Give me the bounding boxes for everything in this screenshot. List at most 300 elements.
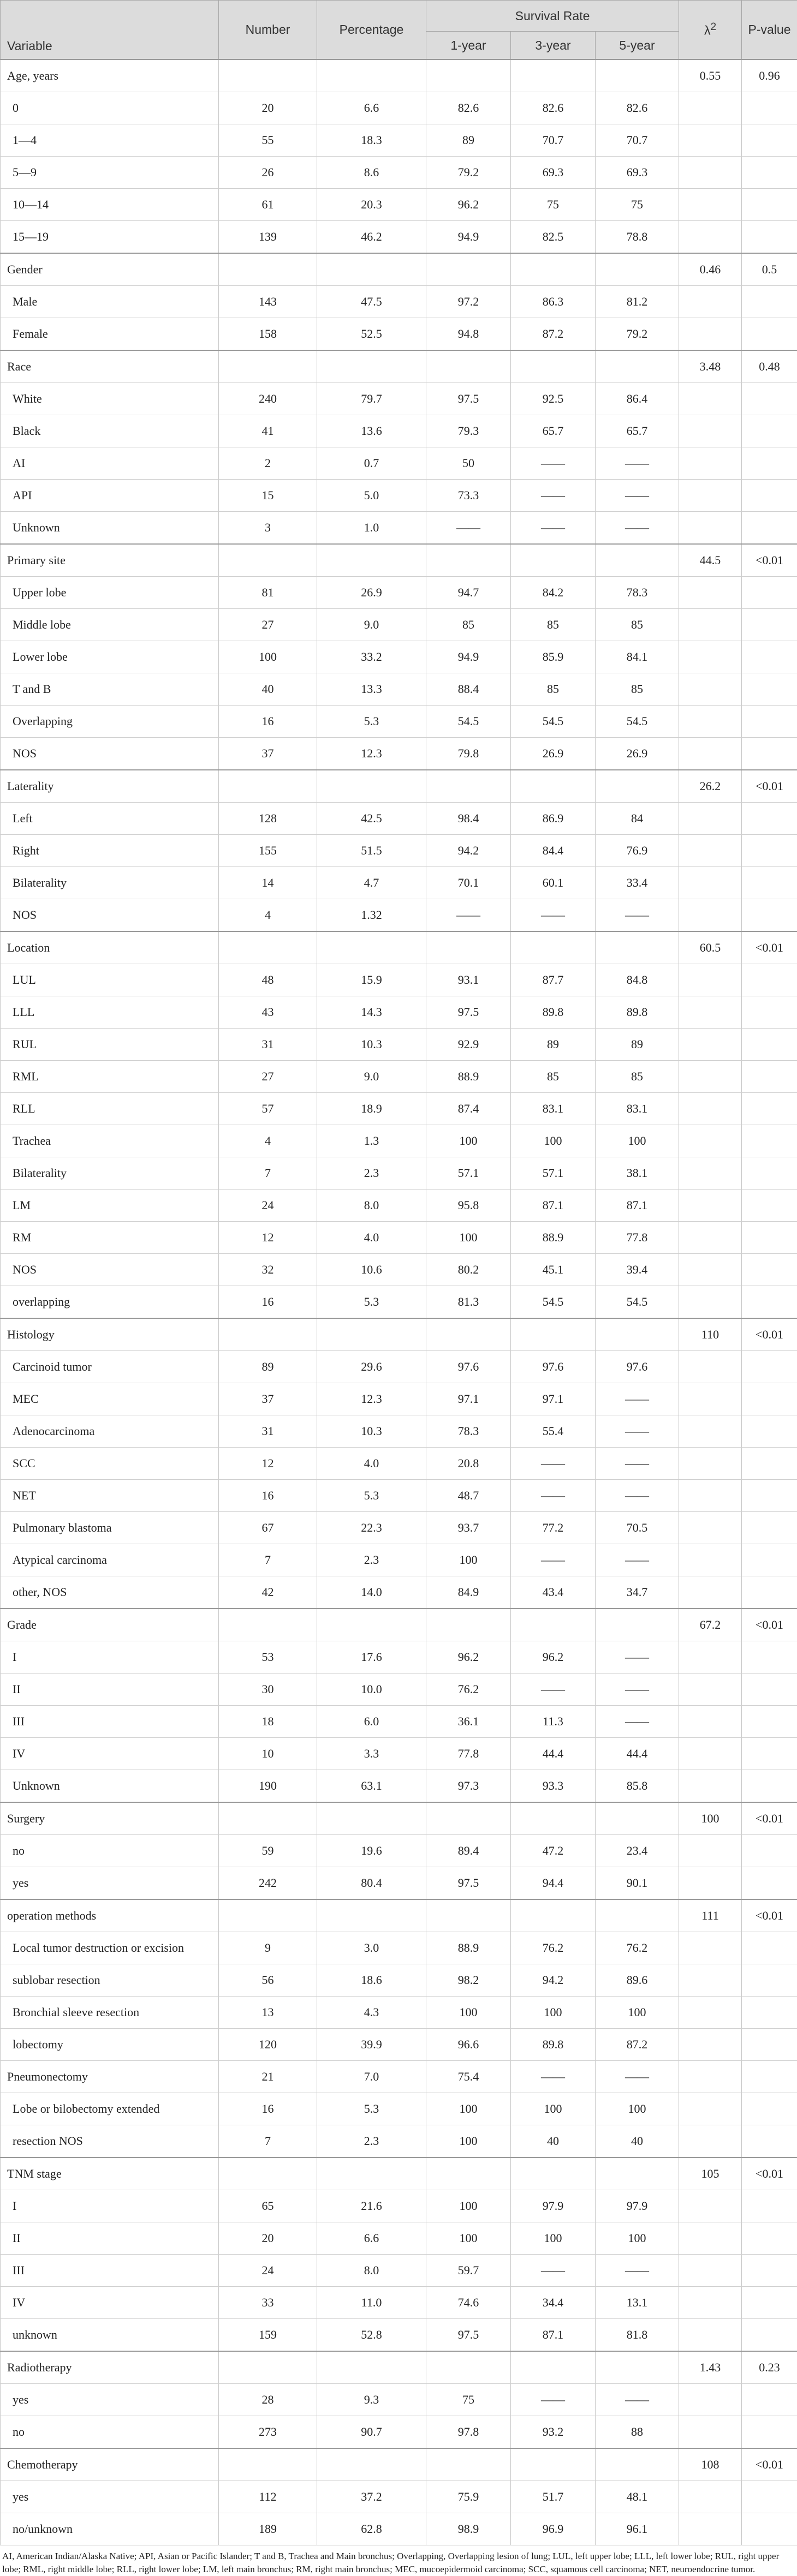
number-cell: 42 [219, 1576, 317, 1609]
survival-5-year-cell: 86.4 [596, 383, 679, 415]
percentage-cell: 80.4 [317, 1867, 426, 1900]
survival-3-year-cell: 60.1 [511, 867, 596, 899]
percentage-cell: 1.32 [317, 899, 426, 932]
row-label: 5—9 [1, 157, 219, 189]
survival-5-year-cell: —— [596, 480, 679, 512]
empty-cell [596, 2448, 679, 2481]
empty-cell [742, 2384, 797, 2416]
survival-3-year-cell: 57.1 [511, 1157, 596, 1190]
survival-3-year-cell: —— [511, 512, 596, 545]
empty-cell [742, 1835, 797, 1867]
empty-cell [679, 899, 742, 932]
group-name: Surgery [1, 1802, 219, 1835]
empty-cell [317, 253, 426, 286]
survival-1-year-cell: 79.3 [426, 415, 511, 447]
survival-1-year-cell: 96.2 [426, 189, 511, 221]
number-cell: 61 [219, 189, 317, 221]
percentage-cell: 46.2 [317, 221, 426, 254]
survival-5-year-cell: 87.2 [596, 2029, 679, 2061]
survival-5-year-cell: —— [596, 2061, 679, 2093]
empty-cell [679, 1738, 742, 1770]
group-name: Primary site [1, 544, 219, 577]
empty-cell [679, 835, 742, 867]
survival-3-year-cell: 89 [511, 1029, 596, 1061]
percentage-cell: 47.5 [317, 286, 426, 318]
survival-1-year-cell: 78.3 [426, 1415, 511, 1448]
empty-cell [742, 157, 797, 189]
empty-cell [679, 1351, 742, 1383]
survival-3-year-cell: —— [511, 2061, 596, 2093]
number-cell: 55 [219, 124, 317, 157]
percentage-cell: 18.3 [317, 124, 426, 157]
empty-cell [742, 2319, 797, 2352]
row-label: yes [1, 2481, 219, 2513]
survival-1-year-cell: 92.9 [426, 1029, 511, 1061]
survival-5-year-cell: 85 [596, 609, 679, 641]
survival-1-year-cell: 89 [426, 124, 511, 157]
empty-cell [742, 803, 797, 835]
survival-5-year-cell: 76.2 [596, 1932, 679, 1964]
lambda-squared-cell: 105 [679, 2157, 742, 2190]
empty-cell [596, 1609, 679, 1641]
empty-cell [679, 1383, 742, 1415]
empty-cell [742, 480, 797, 512]
p-value-cell: <0.01 [742, 1899, 797, 1932]
empty-cell [679, 2029, 742, 2061]
percentage-cell: 18.6 [317, 1964, 426, 1997]
survival-1-year-cell: 100 [426, 2190, 511, 2222]
empty-cell [219, 770, 317, 803]
survival-3-year-cell: 11.3 [511, 1706, 596, 1738]
percentage-cell: 33.2 [317, 641, 426, 673]
table-row [1, 1415, 797, 1448]
percentage-cell: 13.6 [317, 415, 426, 447]
survival-1-year-cell: 94.9 [426, 221, 511, 254]
survival-3-year-cell: 89.8 [511, 996, 596, 1029]
row-label: Right [1, 835, 219, 867]
empty-cell [219, 253, 317, 286]
empty-cell [426, 350, 511, 383]
survival-1-year-cell: 96.6 [426, 2029, 511, 2061]
empty-cell [742, 1932, 797, 1964]
survival-1-year-cell: —— [426, 899, 511, 932]
empty-cell [317, 2448, 426, 2481]
row-label: RM [1, 1222, 219, 1254]
survival-1-year-cell: 94.2 [426, 835, 511, 867]
table-row [1, 2093, 797, 2125]
empty-cell [679, 2190, 742, 2222]
survival-3-year-cell: 43.4 [511, 1576, 596, 1609]
percentage-cell: 9.3 [317, 2384, 426, 2416]
empty-cell [679, 609, 742, 641]
empty-cell [742, 415, 797, 447]
survival-5-year-cell: 81.2 [596, 286, 679, 318]
table-row [1, 867, 797, 899]
survival-5-year-cell: 39.4 [596, 1254, 679, 1286]
number-cell: 2 [219, 447, 317, 480]
number-cell: 24 [219, 1190, 317, 1222]
empty-cell [679, 124, 742, 157]
table-footnote: AI, American Indian/Alaska Native; API, Asian or Pacific Islander; T and B, Trachea and Main bronchus; Overlapping, Overlapping lesion of lung; LUL, left upper lobe; LLL, left lower lobe; RUL, right upper lobe; RML, right middle lobe; RLL, right lower lobe; LM, left main bronchus; RM, right main bronchus; MEC, mucoepidermoid carcinoma; SCC, squamous cell carcinoma; NET, neuroendocrine tumor. [0, 2545, 797, 2576]
empty-cell [679, 1480, 742, 1512]
number-cell: 4 [219, 1125, 317, 1157]
empty-cell [679, 964, 742, 996]
percentage-cell: 3.0 [317, 1932, 426, 1964]
survival-3-year-cell: 65.7 [511, 415, 596, 447]
row-label: Bilaterality [1, 1157, 219, 1190]
lambda-symbol: λ [704, 23, 711, 38]
survival-3-year-cell: 76.2 [511, 1932, 596, 1964]
survival-1-year-cell: 95.8 [426, 1190, 511, 1222]
survival-1-year-cell: 97.2 [426, 286, 511, 318]
survival-5-year-cell: 82.6 [596, 92, 679, 124]
survival-5-year-cell: 85 [596, 1061, 679, 1093]
survival-3-year-cell: 77.2 [511, 1512, 596, 1544]
survival-3-year-cell: 70.7 [511, 124, 596, 157]
header-p-value: P-value [742, 1, 797, 60]
empty-cell [742, 124, 797, 157]
survival-1-year-cell: 77.8 [426, 1738, 511, 1770]
survival-1-year-cell: 100 [426, 2222, 511, 2255]
table-row [1, 512, 797, 545]
survival-5-year-cell: 100 [596, 2093, 679, 2125]
survival-1-year-cell: 100 [426, 2093, 511, 2125]
row-label: IV [1, 2287, 219, 2319]
empty-cell [219, 1609, 317, 1641]
empty-cell [317, 1899, 426, 1932]
survival-5-year-cell: —— [596, 2384, 679, 2416]
number-cell: 41 [219, 415, 317, 447]
lambda-squared-cell: 44.5 [679, 544, 742, 577]
percentage-cell: 13.3 [317, 673, 426, 706]
empty-cell [679, 1254, 742, 1286]
lambda-squared-cell: 108 [679, 2448, 742, 2481]
percentage-cell: 14.0 [317, 1576, 426, 1609]
survival-3-year-cell: —— [511, 1448, 596, 1480]
survival-1-year-cell: 97.8 [426, 2416, 511, 2449]
survival-5-year-cell: 97.6 [596, 1351, 679, 1383]
lambda-squared-cell: 100 [679, 1802, 742, 1835]
p-value-cell: <0.01 [742, 770, 797, 803]
table-row [1, 2029, 797, 2061]
empty-cell [317, 1609, 426, 1641]
survival-1-year-cell: 79.8 [426, 738, 511, 770]
table-row [1, 996, 797, 1029]
survival-3-year-cell: 85 [511, 1061, 596, 1093]
empty-cell [426, 931, 511, 964]
survival-3-year-cell: 54.5 [511, 1286, 596, 1319]
survival-1-year-cell: 100 [426, 1997, 511, 2029]
survival-5-year-cell: —— [596, 1706, 679, 1738]
empty-cell [679, 2061, 742, 2093]
row-label: II [1, 2222, 219, 2255]
table-row [1, 2481, 797, 2513]
empty-cell [426, 2351, 511, 2384]
table-row [1, 447, 797, 480]
row-label: AI [1, 447, 219, 480]
survival-5-year-cell: 88 [596, 2416, 679, 2449]
empty-cell [742, 2222, 797, 2255]
table-row [1, 641, 797, 673]
row-label: yes [1, 2384, 219, 2416]
table-row [1, 480, 797, 512]
empty-cell [742, 1157, 797, 1190]
row-label: Bilaterality [1, 867, 219, 899]
survival-1-year-cell: 73.3 [426, 480, 511, 512]
table-row [1, 1351, 797, 1383]
row-label: no [1, 2416, 219, 2449]
survival-1-year-cell: 100 [426, 1544, 511, 1576]
empty-cell [742, 899, 797, 932]
survival-1-year-cell: 48.7 [426, 1480, 511, 1512]
number-cell: 24 [219, 2255, 317, 2287]
survival-5-year-cell: 87.1 [596, 1190, 679, 1222]
row-label: NOS [1, 899, 219, 932]
survival-3-year-cell: 85 [511, 673, 596, 706]
empty-cell [679, 1835, 742, 1867]
survival-3-year-cell: 97.9 [511, 2190, 596, 2222]
table-row [1, 383, 797, 415]
survival-5-year-cell: —— [596, 1641, 679, 1673]
table-row [1, 1738, 797, 1770]
empty-cell [742, 383, 797, 415]
row-label: NOS [1, 738, 219, 770]
row-label: Lobe or bilobectomy extended [1, 2093, 219, 2125]
empty-cell [219, 2351, 317, 2384]
empty-cell [219, 544, 317, 577]
survival-1-year-cell: 20.8 [426, 1448, 511, 1480]
survival-3-year-cell: 100 [511, 1125, 596, 1157]
p-value-cell: <0.01 [742, 1802, 797, 1835]
survival-1-year-cell: 80.2 [426, 1254, 511, 1286]
table-row [1, 1125, 797, 1157]
number-cell: 128 [219, 803, 317, 835]
survival-1-year-cell: 97.5 [426, 1867, 511, 1900]
lambda-squared-cell: 67.2 [679, 1609, 742, 1641]
empty-cell [742, 1448, 797, 1480]
group-header-row [1, 59, 797, 92]
survival-5-year-cell: 83.1 [596, 1093, 679, 1125]
empty-cell [679, 2384, 742, 2416]
table-row [1, 2287, 797, 2319]
empty-cell [742, 1770, 797, 1803]
survival-3-year-cell: —— [511, 899, 596, 932]
table-row [1, 1641, 797, 1673]
table-row [1, 1480, 797, 1512]
table-row [1, 738, 797, 770]
empty-cell [317, 1318, 426, 1351]
survival-5-year-cell: —— [596, 1383, 679, 1415]
empty-cell [742, 1706, 797, 1738]
number-cell: 7 [219, 1544, 317, 1576]
empty-cell [742, 1286, 797, 1319]
empty-cell [219, 1318, 317, 1351]
p-value-cell: <0.01 [742, 1609, 797, 1641]
table-row [1, 2513, 797, 2545]
empty-cell [317, 59, 426, 92]
table-row [1, 1544, 797, 1576]
survival-5-year-cell: 75 [596, 189, 679, 221]
empty-cell [426, 253, 511, 286]
survival-1-year-cell: 100 [426, 1222, 511, 1254]
survival-3-year-cell: 100 [511, 2093, 596, 2125]
survival-5-year-cell: 33.4 [596, 867, 679, 899]
empty-cell [679, 1061, 742, 1093]
empty-cell [742, 1512, 797, 1544]
survival-3-year-cell: 55.4 [511, 1415, 596, 1448]
percentage-cell: 63.1 [317, 1770, 426, 1803]
survival-3-year-cell: 96.2 [511, 1641, 596, 1673]
empty-cell [679, 2093, 742, 2125]
empty-cell [511, 1802, 596, 1835]
row-label: SCC [1, 1448, 219, 1480]
survival-3-year-cell: 83.1 [511, 1093, 596, 1125]
empty-cell [742, 738, 797, 770]
p-value-cell: <0.01 [742, 544, 797, 577]
p-value-cell: 0.96 [742, 59, 797, 92]
survival-1-year-cell: 94.9 [426, 641, 511, 673]
number-cell: 67 [219, 1512, 317, 1544]
percentage-cell: 21.6 [317, 2190, 426, 2222]
survival-5-year-cell: —— [596, 1480, 679, 1512]
group-header-row [1, 2157, 797, 2190]
empty-cell [679, 1706, 742, 1738]
p-value-cell: 0.5 [742, 253, 797, 286]
empty-cell [596, 2157, 679, 2190]
empty-cell [219, 350, 317, 383]
empty-cell [679, 706, 742, 738]
survival-1-year-cell: 59.7 [426, 2255, 511, 2287]
survival-5-year-cell: 40 [596, 2125, 679, 2158]
survival-3-year-cell: 87.2 [511, 318, 596, 351]
empty-cell [742, 447, 797, 480]
survival-1-year-cell: 98.4 [426, 803, 511, 835]
empty-cell [511, 1318, 596, 1351]
empty-cell [679, 1093, 742, 1125]
survival-3-year-cell: 26.9 [511, 738, 596, 770]
row-label: Left [1, 803, 219, 835]
empty-cell [679, 2416, 742, 2449]
empty-cell [679, 2255, 742, 2287]
table-row [1, 964, 797, 996]
empty-cell [596, 2351, 679, 2384]
empty-cell [742, 2190, 797, 2222]
empty-cell [742, 1576, 797, 1609]
empty-cell [511, 770, 596, 803]
empty-cell [679, 1673, 742, 1706]
number-cell: 158 [219, 318, 317, 351]
survival-3-year-cell: 88.9 [511, 1222, 596, 1254]
header-3-year: 3-year [511, 32, 596, 60]
survival-5-year-cell: 13.1 [596, 2287, 679, 2319]
percentage-cell: 0.7 [317, 447, 426, 480]
row-label: Black [1, 415, 219, 447]
survival-1-year-cell: 75.4 [426, 2061, 511, 2093]
row-label: Atypical carcinoma [1, 1544, 219, 1576]
percentage-cell: 5.3 [317, 1480, 426, 1512]
group-header-row [1, 544, 797, 577]
number-cell: 273 [219, 2416, 317, 2449]
empty-cell [219, 1899, 317, 1932]
row-label: Upper lobe [1, 577, 219, 609]
empty-cell [679, 157, 742, 189]
number-cell: 12 [219, 1222, 317, 1254]
percentage-cell: 20.3 [317, 189, 426, 221]
number-cell: 15 [219, 480, 317, 512]
survival-5-year-cell: 89.6 [596, 1964, 679, 1997]
empty-cell [742, 2287, 797, 2319]
row-label: Pneumonectomy [1, 2061, 219, 2093]
number-cell: 16 [219, 2093, 317, 2125]
survival-5-year-cell: 89.8 [596, 996, 679, 1029]
survival-1-year-cell: 82.6 [426, 92, 511, 124]
survival-3-year-cell: 51.7 [511, 2481, 596, 2513]
percentage-cell: 1.3 [317, 1125, 426, 1157]
survival-3-year-cell: 75 [511, 189, 596, 221]
empty-cell [426, 2448, 511, 2481]
percentage-cell: 4.3 [317, 1997, 426, 2029]
number-cell: 143 [219, 286, 317, 318]
empty-cell [679, 286, 742, 318]
percentage-cell: 52.5 [317, 318, 426, 351]
row-label: other, NOS [1, 1576, 219, 1609]
table-row [1, 415, 797, 447]
empty-cell [679, 996, 742, 1029]
empty-cell [742, 1544, 797, 1576]
row-label: lobectomy [1, 2029, 219, 2061]
number-cell: 33 [219, 2287, 317, 2319]
survival-1-year-cell: —— [426, 512, 511, 545]
group-header-row [1, 1899, 797, 1932]
empty-cell [679, 2287, 742, 2319]
row-label: MEC [1, 1383, 219, 1415]
empty-cell [742, 1125, 797, 1157]
survival-3-year-cell: 69.3 [511, 157, 596, 189]
survival-1-year-cell: 85 [426, 609, 511, 641]
survival-3-year-cell: —— [511, 447, 596, 480]
empty-cell [596, 1899, 679, 1932]
percentage-cell: 10.3 [317, 1415, 426, 1448]
survival-1-year-cell: 75.9 [426, 2481, 511, 2513]
table-row [1, 1706, 797, 1738]
row-label: sublobar resection [1, 1964, 219, 1997]
group-header-row [1, 1318, 797, 1351]
row-label: Trachea [1, 1125, 219, 1157]
group-header-row [1, 1609, 797, 1641]
number-cell: 48 [219, 964, 317, 996]
survival-5-year-cell: 90.1 [596, 1867, 679, 1900]
percentage-cell: 8.6 [317, 157, 426, 189]
empty-cell [742, 673, 797, 706]
percentage-cell: 5.3 [317, 1286, 426, 1319]
survival-5-year-cell: 76.9 [596, 835, 679, 867]
empty-cell [511, 2351, 596, 2384]
number-cell: 139 [219, 221, 317, 254]
empty-cell [426, 2157, 511, 2190]
row-label: IV [1, 1738, 219, 1770]
percentage-cell: 62.8 [317, 2513, 426, 2545]
p-value-cell: <0.01 [742, 931, 797, 964]
row-label: NOS [1, 1254, 219, 1286]
table-row [1, 92, 797, 124]
number-cell: 30 [219, 1673, 317, 1706]
row-label: II [1, 1673, 219, 1706]
survival-3-year-cell: 45.1 [511, 1254, 596, 1286]
empty-cell [679, 641, 742, 673]
empty-cell [742, 1222, 797, 1254]
number-cell: 20 [219, 2222, 317, 2255]
survival-5-year-cell: 97.9 [596, 2190, 679, 2222]
